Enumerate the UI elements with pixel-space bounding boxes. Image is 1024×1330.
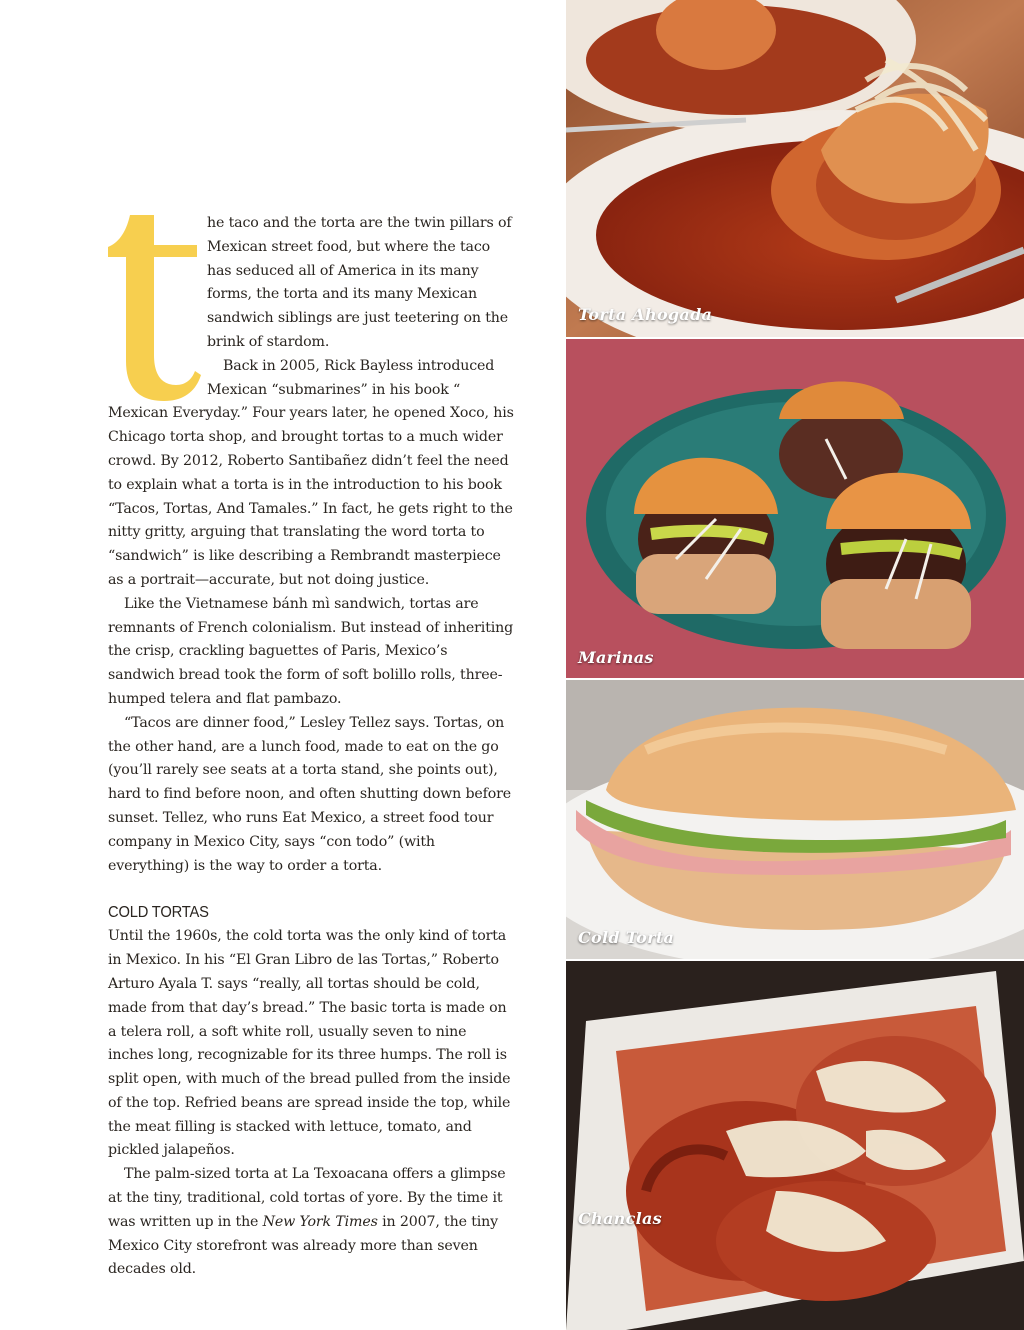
article-body [108,212,516,1282]
paragraph: Until the 1960s, the cold torta was the only kind of torta in Mexico. In his “El Gran Libro de las Tortas,” Roberto Arturo Ayala T. says “really, all tortas should be cold, made from that day’s bread.” The basic torta is made on a telera roll, a soft white roll, usually seven to nine inches long, recognizable for its three humps. The roll is split open, with much of the bread pulled from the inside of the top. Refried beans are spread inside the top, while the meat filling is stacked with lettuce, tomato, and pickled jalapeños. [108,928,511,1159]
cold-torta-photo [566,680,1024,959]
torta-ahogada-photo [566,0,1024,337]
marinas-photo [566,339,1024,678]
photo-caption: Cold Torta [578,928,675,947]
paragraph: “Tacos are dinner food,” Lesley Tellez says. Tortas, on the other hand, are a lunch food, made to eat on the go (you’ll rarely see seats at a torta stand, she points out), hard to find before noon, and often shutting down before sunset. Tellez, who runs Eat Mexico, a street food tour company in Mexico City, says “con todo” (with everything) is the way to order a torta. [108,714,511,874]
paragraph: Like the Vietnamese bánh mì sandwich, tortas are remnants of French colonialism. But instead of inheriting the crisp, crackling baguettes of Paris, Mexico’s sandwich bread took the form of soft bolillo rolls, three-humped telera and flat pambazo. [108,595,514,707]
drop-cap [102,215,207,401]
paragraph [108,1163,516,1282]
publication-name: New York Times [262,1213,378,1230]
photo-caption: Torta Ahogada [578,305,713,324]
chanclas-photo [566,961,1024,1330]
photo-column [566,0,1024,1330]
paragraph-text: The palm-sized torta at La Texoacana offers a glimpse at the tiny, traditional, cold tortas of yore. By the time it was written up in the [108,1166,506,1230]
paragraph: Back in 2005, Rick Bayless introduced Mexican “submarines” in his book “ Mexican Everyday.” Four years later, he opened Xoco, his Chicago torta shop, and brought tortas to a much wider crowd. By 2012, Roberto Santibañez didn’t feel the need to explain what a torta is in the introduction to his book “Tacos, Tortas, And Tamales.” In fact, he gets right to the nitty gritty, arguing that translating the word torta to “sandwich” is like describing a Rembrandt masterpiece as a portrait—accurate, but not doing justice. [108,357,514,588]
intro-paragraph: he taco and the torta are the twin pillars of Mexican street food, but where the taco has seduced all of America in its many forms, the torta and its many Mexican sandwich siblings are just teetering on the brink of stardom. [207,215,512,350]
photo-caption: Chanclas [578,1209,662,1228]
photo-caption: Marinas [578,648,654,667]
paragraph-text: in 2007, the tiny Mexico City storefront was already more than seven decades old. [108,1213,498,1278]
section-heading: COLD TORTAS [108,904,209,922]
